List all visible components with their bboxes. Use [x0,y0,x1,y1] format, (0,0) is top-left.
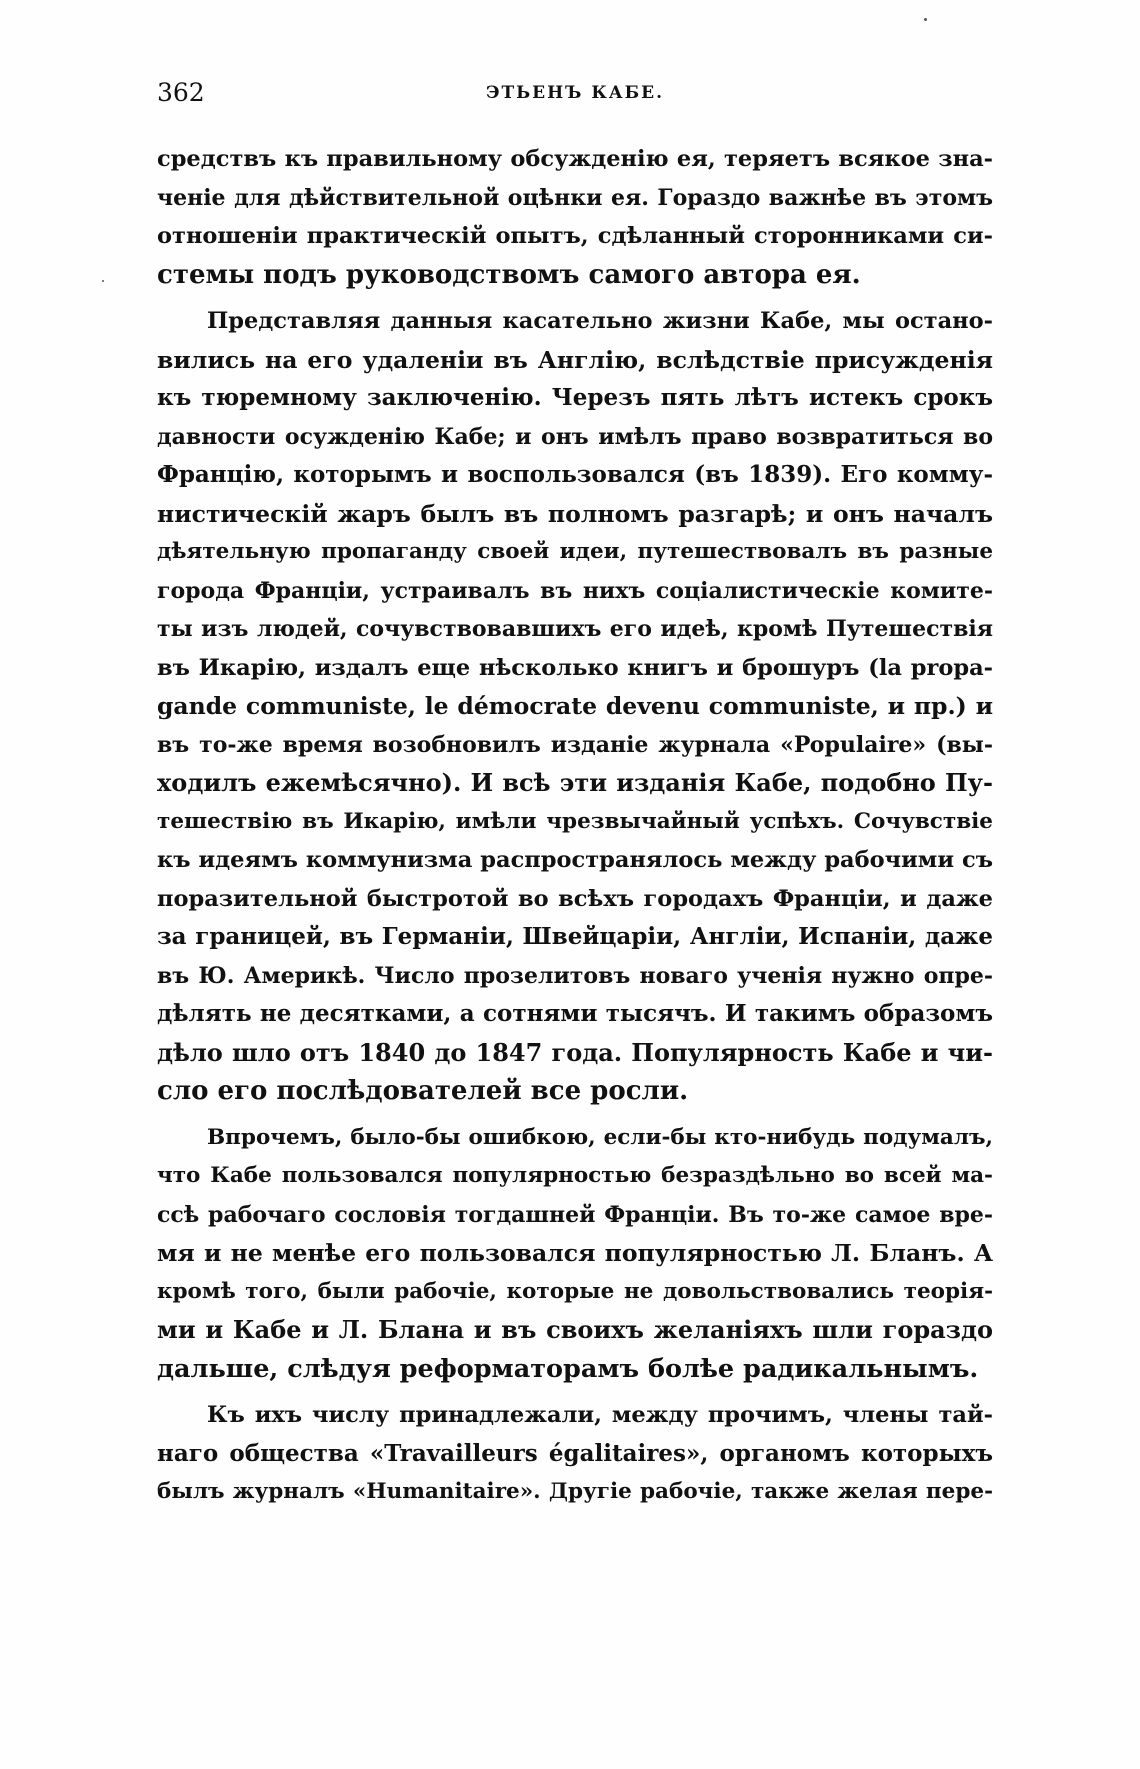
text-line: города Франціи, устраивалъ въ нихъ соціалистическіе комите- [157,577,993,604]
text-line: къ идеямъ коммунизма распространялось между рабочими съ [157,847,993,873]
text-line: былъ журналъ «Humanitaire». Другіе рабочіе, также желая пере- [157,1479,993,1504]
text-line: кромѣ того, были рабочіе, которые не довольствовались теорія- [157,1278,993,1304]
text-line: мя и не менѣе его пользовался популярностью Л. Бланъ. А [157,1239,993,1267]
text-line: сло его послѣдователей все росли. [157,1076,689,1106]
text-line: Представляя данныя касательно жизни Кабе, мы остано- [207,308,993,334]
body-text [157,140,993,1512]
running-title: ЭТЬЕНЪ КАБЕ. [485,83,665,103]
paper-speck [924,18,927,21]
text-line: отношеніи практическій опытъ, сдѣланный сторонниками си- [157,223,993,249]
text-line: ченіе для дѣйствительной оцѣнки ея. Гораздо важнѣе въ этомъ [157,184,993,211]
text-line: ходилъ ежемѣсячно). И всѣ эти изданія Кабе, подобно Пу- [157,768,993,797]
text-line: нистическій жаръ былъ въ полномъ разгарѣ; и онъ началъ [157,499,993,528]
text-line: за границей, въ Германіи, Швейцаріи, Англіи, Испаніи, даже [157,923,993,950]
text-line: ты изъ людей, сочувствовавшихъ его идеѣ, кромѣ Путешествія [157,616,993,642]
text-line: поразительной быстротой во всѣхъ городахъ Франціи, и даже [157,885,993,912]
text-line: ми и Кабе и Л. Блана и въ своихъ желаніяхъ шли гораздо [157,1315,993,1344]
text-line: средствъ къ правильному обсужденію ея, теряетъ всякое зна- [157,146,993,172]
text-line: давности осужденію Кабе; и онъ имѣлъ право возвратиться во [157,423,993,450]
paragraph-3 [157,1119,993,1389]
text-line: вились на его удаленіи въ Англію, вслѣдствіе присужденія [157,345,993,374]
text-line: дальше, слѣдуя реформаторамъ болѣе радикальнымъ. [157,1353,979,1384]
text-line: наго общества «Travailleurs égalitaires», органомъ которыхъ [157,1439,993,1467]
text-line: дѣятельную пропаганду своей идеи, путешествовалъ въ разные [157,539,993,564]
text-line: въ Ю. Америкѣ. Число прозелитовъ новаго ученія нужно опре- [157,962,993,989]
text-line: въ то-же время возобновилъ изданіе журнала «Populaire» (вы- [157,731,993,758]
text-line: что Кабе пользовался популярностью безраздѣльно во всей ма- [157,1163,993,1188]
text-line: стемы подъ руководствомъ самого автора ея. [157,259,861,290]
paper-speck [102,280,104,282]
paragraph-2 [157,302,993,1111]
text-line: дѣлять не десятками, а сотнями тысячъ. И такимъ образомъ [157,1000,993,1027]
text-line: Францію, которымъ и воспользовался (въ 1839). Его комму- [157,461,993,488]
paragraph-1 [157,140,993,294]
page-number: 362 [157,78,205,107]
paragraph-4 [157,1396,993,1512]
text-line: ссѣ рабочаго сословія тогдашней Франціи. Въ то-же самое вре- [157,1201,993,1228]
page-header [157,78,993,118]
text-line: въ Икарію, издалъ еще нѣсколько книгъ и брошуръ (la propa- [157,654,993,681]
text-line: къ тюремному заключенію. Черезъ пять лѣтъ истекъ срокъ [157,384,993,411]
text-line: тешествію въ Икарію, имѣли чрезвычайный успѣхъ. Сочувствіе [157,808,993,834]
text-line: gande communiste, le démocrate devenu communiste, и пр.) и [157,692,993,720]
text-line: дѣло шло отъ 1840 до 1847 года. Популярность Кабе и чи- [157,1037,993,1067]
text-line: Къ ихъ числу принадлежали, между прочимъ, члены тай- [207,1402,993,1428]
text-line: Впрочемъ, было-бы ошибкою, если-бы кто-нибудь подумалъ, [207,1124,993,1150]
